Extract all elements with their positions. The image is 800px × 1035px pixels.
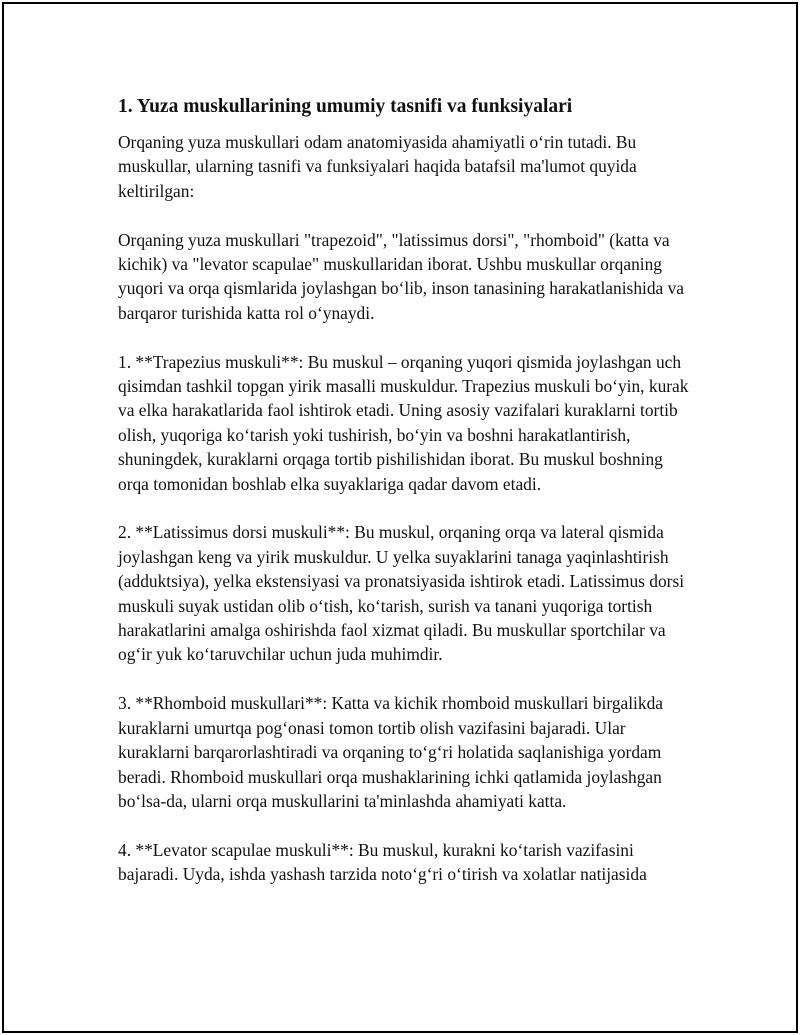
document-body (118, 94, 698, 887)
paragraph-trapezius: 1. **Trapezius muskuli**: Bu muskul – orqaning yuqori qismida joylashgan uch qisimdan tashkil topgan yirik masalli muskuldur. Trapezius muskuli bo‘yin, kurak va elka harakatlarida faol ishtirok etadi. Uning asosiy vazifalari kuraklarni tortib olish, yuqoriga ko‘tarish yoki tushirish, bo‘yin va boshni harakatlantirish, shuningdek, kuraklarni orqaga tortib pishilishidan iborat. Bu muskul boshning orqa tomonidan boshlab elka suyaklariga qadar davom etadi. (118, 351, 689, 494)
document-title: 1. Yuza muskullarining umumiy tasnifi va funksiyalari (118, 96, 573, 117)
paragraph-rhomboid: 3. **Rhomboid muskullari**: Katta va kichik rhomboid muskullari birgalikda kuraklarni umurtqa pog‘onasi tomon tortib olish vazifasini bajaradi. Ular kuraklarni barqarorlashtiradi va orqaning to‘g‘ri holatida saqlanishiga yordam beradi. Rhomboid muskullari orqa mushaklarining ichki qatlamida joylashgan bo‘lsa-da, ularni orqa muskullarini ta'minlashda ahamiyati katta. (118, 693, 664, 811)
paragraph-latissimus-dorsi: 2. **Latissimus dorsi muskuli**: Bu muskul, orqaning orqa va lateral qismida joylashgan keng va yirik muskuldur. U yelka suyaklarini tanaga yaqinlashtirish (adduktsiya), yelka ekstensiyasi va pronatsiyasida ishtirok etadi. Latissimus dorsi muskuli suyak ustidan olib o‘tish, ko‘tarish, surish va tanani yuqoriga tortish harakatlarini amalga oshirishda faol xizmat qiladi. Bu muskullar sportchilar va og‘ir yuk ko‘taruvchilar uchun juda muhimdir. (118, 522, 685, 665)
paragraph-overview: Orqaning yuza muskullari "trapezoid", "latissimus dorsi", "rhomboid" (katta va kichik) va "levator scapulae" muskullaridan iborat. Ushbu muskullar orqaning yuqori va orqa qismlarida joylashgan bo‘lib, inson tanasining harakatlanishida va barqaror turishida katta rol o‘ynaydi. (118, 229, 685, 323)
paragraph-intro: Orqaning yuza muskullari odam anatomiyasida ahamiyatli o‘rin tutadi. Bu muskullar, ularning tasnifi va funksiyalari haqida batafsil ma'lumot quyida keltirilgan: (118, 132, 637, 201)
paragraph-levator-scapulae: 4. **Levator scapulae muskuli**: Bu muskul, kurakni ko‘tarish vazifasini bajaradi. Uyda, ishda yashash tarzida noto‘g‘ri o‘tirish va xolatlar natijasida (118, 839, 647, 885)
